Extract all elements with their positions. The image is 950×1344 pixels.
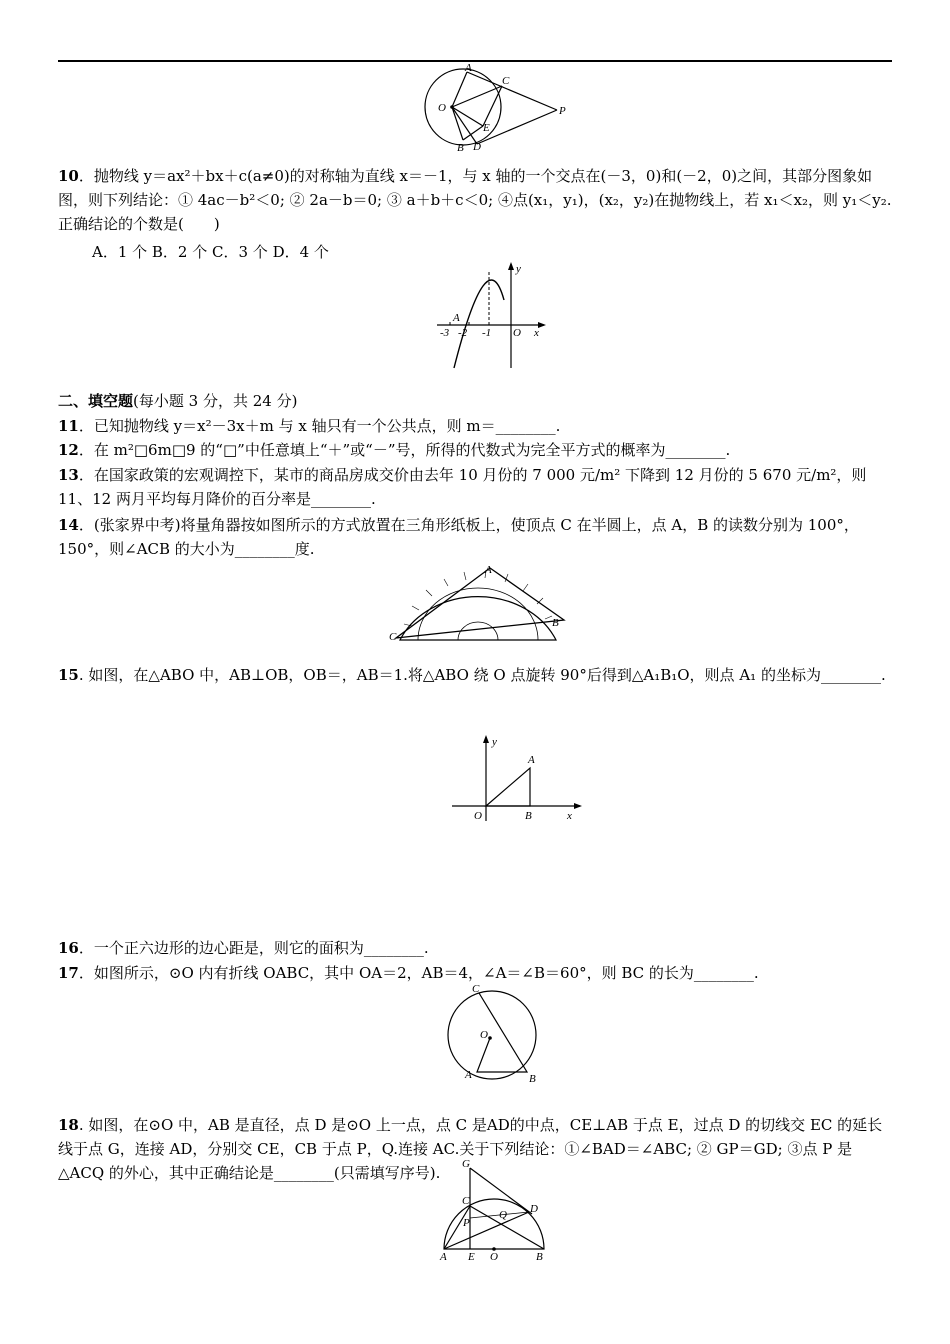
label-B: B (552, 617, 559, 629)
question-number: 16 (58, 939, 79, 957)
label-A: A (465, 1069, 472, 1081)
figure-semicircle (432, 1154, 552, 1264)
question-number: 12 (58, 441, 79, 459)
question-11 (58, 414, 894, 438)
label-O: O (480, 1029, 488, 1041)
question-text: ．已知抛物线 y＝x²－3x＋m 与 x 轴只有一个公共点，则 m＝________. (78, 417, 561, 435)
question-number: 18 (58, 1116, 79, 1134)
label-Q: Q (499, 1209, 507, 1221)
label-A: A (440, 1251, 447, 1263)
label-O: O (438, 102, 446, 114)
question-13 (58, 463, 894, 511)
question-15 (58, 663, 894, 687)
label-D: D (473, 141, 481, 153)
label-neg2: -2 (458, 327, 468, 339)
label-C: C (462, 1195, 470, 1207)
section-title: 二、填空题 (58, 392, 134, 410)
label-D: D (530, 1203, 538, 1215)
label-O: O (513, 327, 521, 339)
question-number: 11 (58, 417, 79, 435)
label-E: E (483, 122, 490, 134)
label-P: P (463, 1217, 470, 1229)
label-B: B (525, 810, 532, 822)
options-text: A．1 个 B．2 个 C．3 个 D．4 个 (92, 243, 329, 261)
label-A: A (485, 564, 492, 576)
section-2-heading (58, 389, 894, 413)
question-number: 13 (58, 466, 79, 484)
label-y: y (516, 263, 521, 275)
label-x: x (567, 810, 572, 822)
figure-protractor (384, 562, 569, 646)
label-A: A (465, 62, 472, 74)
label-B: B (529, 1073, 536, 1084)
figure-triangle-axes (448, 733, 588, 825)
label-E: E (468, 1251, 475, 1263)
label-O: O (490, 1251, 498, 1263)
label-B: B (457, 142, 464, 154)
question-number: 15 (58, 666, 79, 684)
question-10 (58, 164, 894, 236)
section-note: (每小题 3 分，共 24 分) (133, 392, 298, 410)
question-14 (58, 513, 894, 561)
question-number: 10 (58, 167, 79, 185)
question-text: . 如图，在⊙O 中，AB 是直径，点 D 是⊙O 上一点，点 C 是AD的中点，CE⊥AB 于点 E，过点 D 的切线交 EC 的延长线于点 G，连接 AD，分别交 CE，CB 于点 P，Q.连接 AC.关于下列结论：①∠BAD＝∠ABC; ② GP＝GD; ③点 P 是△ACQ 的外心，其中正确结论是________(只需填写序号). (58, 1116, 883, 1182)
figure-circle-tangents (405, 62, 580, 154)
figure-parabola (432, 258, 550, 372)
label-O: O (474, 810, 482, 822)
question-12 (58, 438, 894, 462)
question-text: ．抛物线 y＝ax²＋bx＋c(a≠0)的对称轴为直线 x＝－1，与 x 轴的一个交点在(－3，0)和(－2，0)之间，其部分图象如图，则下列结论：① 4ac－b²＜0; ② 2a－b＝0; ③ a＋b＋c＜0; ④点(x₁，y₁)，(x₂，y₂)在抛物线上，若 x₁＜x₂，则 y₁＜y₂.正确结论的个数是( ) (58, 167, 892, 233)
label-C: C (472, 983, 480, 995)
label-C: C (502, 75, 510, 87)
label-neg3: -3 (440, 327, 450, 339)
label-B: B (536, 1251, 543, 1263)
question-text: ．如图所示，⊙O 内有折线 OABC，其中 OA＝2，AB＝4，∠A＝∠B＝60°，则 BC 的长为________. (78, 964, 759, 982)
label-A: A (453, 312, 460, 324)
question-text: ．一个正六边形的边心距是，则它的面积为________. (78, 939, 429, 957)
question-number: 17 (58, 964, 79, 982)
question-text: ．在 m²□6m□9 的“□”中任意填上“＋”或“－”号，所得的代数式为完全平方式的概率为________. (78, 441, 731, 459)
question-text: . 如图，在△ABO 中，AB⊥OB，OB＝，AB＝1.将△ABO 绕 O 点旋转 90°后得到△A₁B₁O，则点 A₁ 的坐标为________. (78, 666, 886, 684)
label-P: P (559, 105, 566, 117)
label-C: C (389, 631, 397, 643)
label-neg1: -1 (482, 327, 492, 339)
label-y: y (492, 736, 497, 748)
question-text: ．在国家政策的宏观调控下，某市的商品房成交价由去年 10 月份的 7 000 元/m² 下降到 12 月份的 5 670 元/m²，则 11、12 两月平均每月降价的百分率是________. (58, 466, 867, 508)
question-text: ．(张家界中考)将量角器按如图所示的方式放置在三角形纸板上，使顶点 C 在半圆上，点 A，B 的读数分别为 100°，150°，则∠ACB 的大小为________度. (58, 516, 859, 558)
label-x: x (534, 327, 539, 339)
label-G: G (462, 1158, 470, 1170)
figure-circle-polyline (440, 982, 545, 1084)
label-A: A (528, 754, 535, 766)
question-16 (58, 936, 894, 960)
question-number: 14 (58, 516, 79, 534)
